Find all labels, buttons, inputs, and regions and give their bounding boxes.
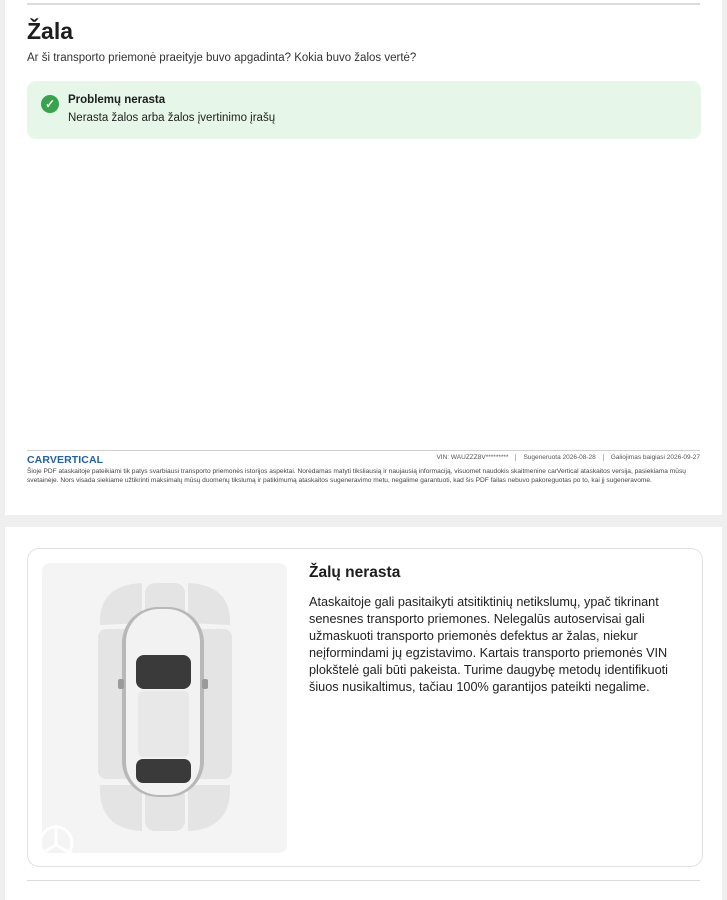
top-divider [27,3,700,5]
footer-disclaimer: Šioje PDF ataskaitoje pateikiami tik patys svarbiausi transporto priemonės istorijos aspektai. Norėdamas matyti tiksliausią ir naujausią informaciją, visuomet naudokis skaitmenine carVertical ataskaitos versija, pasiekiama mūsų svetainėje. Nors visada siekiame užtikrinti maksimalų mūsų duomenų tikslumą ir patikimumą ataskaitos sugeneravimo metu, negalime garantuoti, kad šis PDF failas nebuvo pakoreguotas po to, kai jį sugeneravome. [27,468,686,485]
card-title: Žalų nerasta [309,564,401,581]
carvertical-logo: CARVERTICAL [27,454,104,466]
generated-date: Sugeneruota 2026-08-28 [516,454,603,461]
car-illustration [42,563,287,853]
report-page-damage [5,0,722,515]
car-top-view-icon [42,563,287,853]
status-text: Nerasta žalos arba žalos įvertinimo įrašų [68,112,276,124]
vin-value: VIN: WAUZZZ8V********* [429,454,516,461]
section-title: Žala [27,18,74,44]
valid-until-date: Galiojimas baigiasi 2026-09-27 [610,454,700,461]
bottom-divider [27,880,700,881]
section-subtitle: Ar ši transporto priemonė praeityje buvo apgadinta? Kokia buvo žalos vertė? [27,52,417,64]
footer-divider [27,450,700,451]
report-page-damage-card [5,527,722,900]
footer-meta [429,454,700,461]
check-circle-icon: ✓ [41,95,59,113]
no-damage-card [27,548,703,867]
status-box [27,81,701,139]
status-title: Problemų nerasta [68,94,166,106]
mercedes-star-icon [42,825,72,853]
card-text: Ataskaitoje gali pasitaikyti atsitiktinių netikslumų, ypač tikrinant senesnes transporto priemones. Nelegalūs autoservisai gali užmaskuoti transporto priemonės defektus ar žalas, niekur neįformindami jų egzistavimo. Kartais transporto priemonės VIN plokštelė gali būti pakeista. Turime daugybę metodų identifikuoti šiuos nusikaltimus, tačiau 100% garantijos pateikti negalime. [309,595,668,694]
